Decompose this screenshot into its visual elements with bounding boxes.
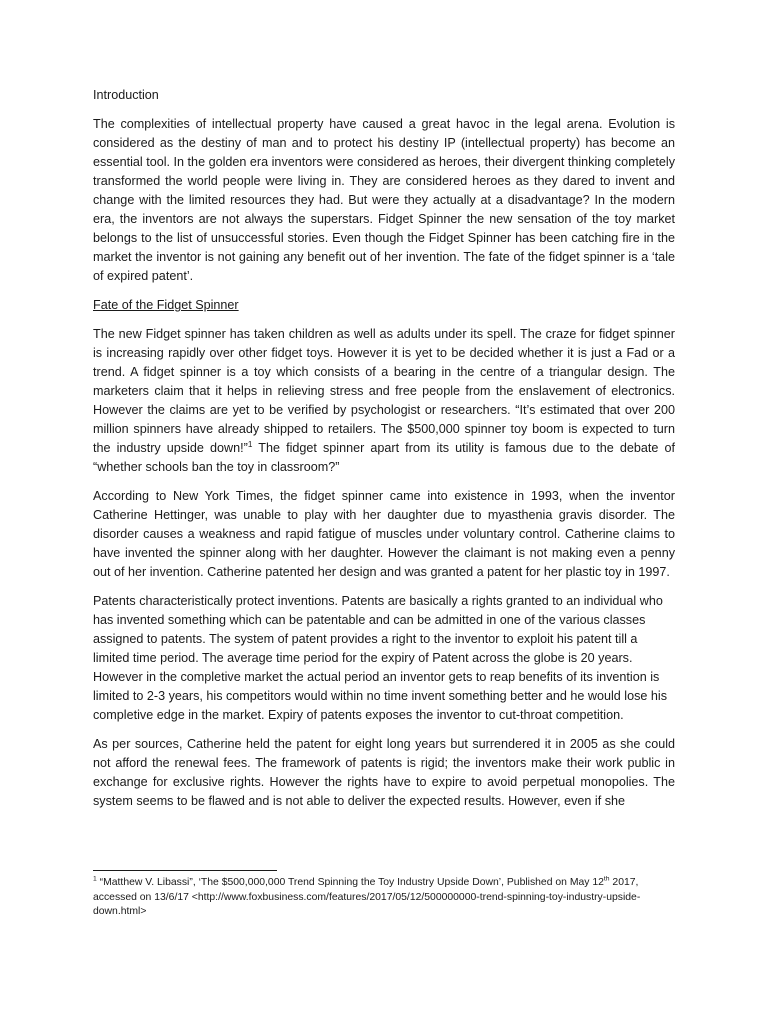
heading-introduction: Introduction: [93, 88, 159, 102]
footnote-text-1: “Matthew V. Libassi”, ‘The $500,000,000 Trend Spinning the Toy Industry Upside Down’, Published on May 12: [96, 877, 604, 888]
footnote-reference[interactable]: 1: [247, 439, 253, 449]
footnote-marker: 1: [93, 875, 97, 883]
heading-fate-of-fidget-spinner: Fate of the Fidget Spinner: [93, 298, 239, 312]
fate-paragraph-text-2: The fidget spinner apart from its utility is famous due to the debate of “whether schools ban the toy in classroom?”: [93, 441, 675, 474]
footnote-date-suffix: th: [603, 875, 610, 883]
fate-paragraph: [93, 325, 675, 477]
nyt-paragraph: According to New York Times, the fidget spinner came into existence in 1993, when the inventor Catherine Hettinger, was unable to play with her daughter due to myasthenia gravis disorder. The disorder causes a weakness and rapid fatigue of muscles under voluntary control. Catherine claims to have invented the spinner along with her daughter. However the claimant is not making even a penny out of her invention. Catherine patented her design and was granted a patent for her plastic toy in 1997.: [93, 489, 675, 579]
document-body: [93, 86, 675, 821]
footnote: [93, 876, 675, 920]
footnote-text-2: 2017, accessed on 13/6/17 <http://www.foxbusiness.com/features/2017/05/12/500000000-trend-spinning-toy-industry-upside-down.html>: [93, 877, 641, 917]
patents-paragraph: Patents characteristically protect inventions. Patents are basically a rights granted to an individual who has invented something which can be patentable and can be admitted in one of the various classes assigned to patents. The system of patent provides a right to the inventor to exploit his patent till a limited time period. The average time period for the expiry of Patent across the globe is 20 years. However in the completive market the actual period an inventor gets to reap benefits of its invention is limited to 2-3 years, his competitors would within no time invent something better and he would lose his completive edge in the market. Expiry of patents exposes the inventor to cut-throat competition.: [93, 594, 668, 722]
sources-paragraph: As per sources, Catherine held the patent for eight long years but surrendered it in 2005 as she could not afford the renewal fees. The framework of patents is rigid; the inventors make their work public in exchange for exclusive rights. However the rights have to expire to avoid perpetual monopolies. The system seems to be flawed and is not able to deliver the expected results. However, even if she: [93, 737, 675, 808]
fate-paragraph-text-1: The new Fidget spinner has taken children as well as adults under its spell. The craze for fidget spinner is increasing rapidly over other fidget toys. However it is yet to be decided whether it is just a Fad or a trend. A fidget spinner is a toy which consists of a bearing in the centre of a triangular design. The marketers claim that it helps in relieving stress and free people from the enslavement of electronics. However the claims are yet to be verified by psychologist or researchers. “It’s estimated that over 200 million spinners have already shipped to retailers. The $500,000 spinner toy boom is expected to turn the industry upside down!”: [93, 327, 675, 455]
footnote-separator: [93, 870, 277, 871]
intro-paragraph: The complexities of intellectual property have caused a great havoc in the legal arena. Evolution is considered as the destiny of man and to protect his destiny IP (intellectual property) has become an essential tool. In the golden era inventors were considered as heroes, their divergent thinking completely transformed the world people were living in. They are considered heroes as they dared to invent and change with the limited resources they had. But were they actually at a disadvantage? In the modern era, the inventors are not always the superstars. Fidget Spinner the new sensation of the toy market belongs to the list of unsuccessful stories. Even though the Fidget Spinner has been catching fire in the market the inventor is not gaining any benefit out of her invention. The fate of the fidget spinner is a ‘tale of expired patent’.: [93, 117, 675, 283]
